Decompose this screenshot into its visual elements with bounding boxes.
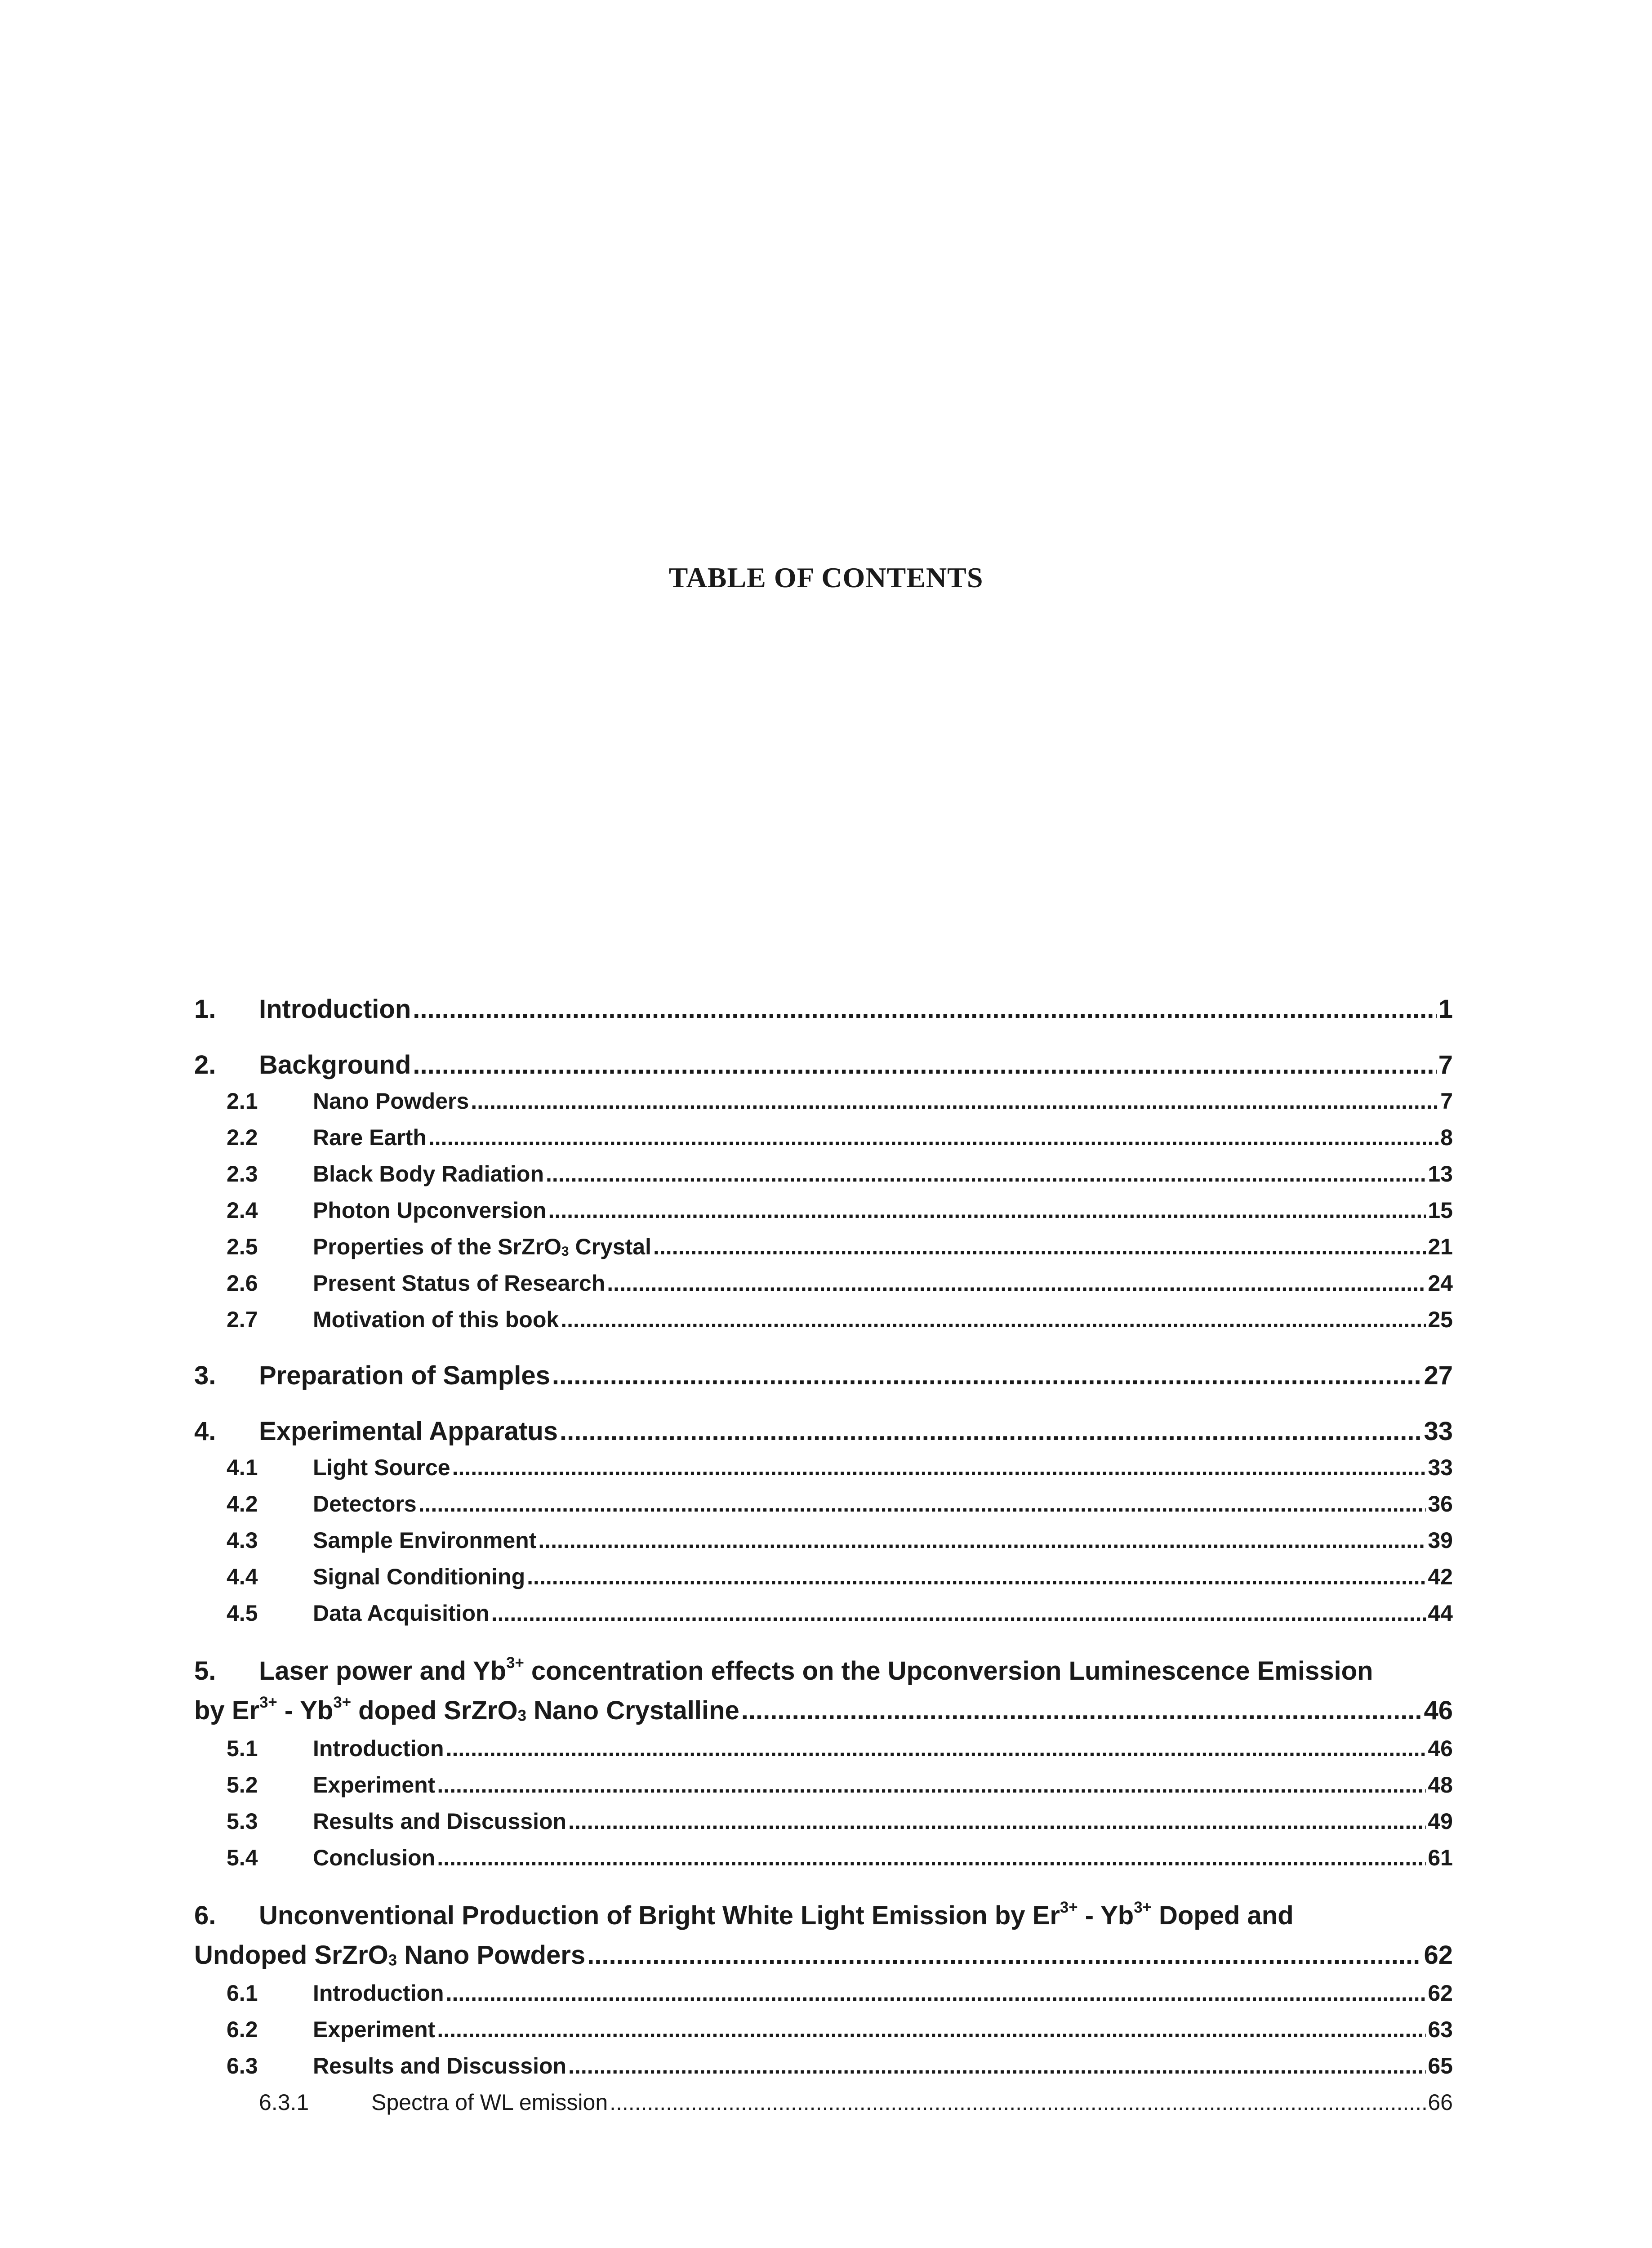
page-number: 36 <box>1428 1491 1453 1517</box>
section-title: Introduction <box>313 1980 444 2006</box>
page-number: 8 <box>1440 1125 1453 1150</box>
subscript: 3 <box>517 1707 526 1725</box>
chapter-title-part <box>259 1896 1294 1936</box>
chapter-title-line-1 <box>194 1651 1453 1691</box>
dot-leader <box>568 2048 1426 2084</box>
chapter-title-line-2 <box>194 1691 1453 1731</box>
dot-leader <box>452 1450 1426 1486</box>
page-number: 62 <box>1424 1940 1453 1970</box>
toc-entry-chapter-6[interactable] <box>194 1896 1453 1975</box>
section-title: Sample Environment <box>313 1528 537 1553</box>
chapter-title-text: Undoped SrZrO <box>194 1940 388 1970</box>
section-number: 2.5 <box>227 1234 258 1259</box>
toc-entry-chapter-1[interactable] <box>194 991 1453 1027</box>
section-number: 6.1 <box>227 1980 258 2006</box>
toc-entry-section-5-2[interactable] <box>194 1767 1453 1803</box>
section-number: 4.4 <box>227 1564 258 1589</box>
toc-entry-section-2-1[interactable] <box>194 1083 1453 1120</box>
section-title: Detectors <box>313 1491 417 1517</box>
section-title: Motivation of this book <box>313 1307 559 1332</box>
dot-leader <box>741 1691 1422 1731</box>
chapter-number: 3. <box>194 1361 216 1390</box>
chapter-title-part <box>259 1651 1373 1691</box>
page-number: 25 <box>1428 1307 1453 1332</box>
section-number: 2.1 <box>227 1088 258 1114</box>
superscript: 3+ <box>259 1693 277 1711</box>
section-title: Black Body Radiation <box>313 1161 544 1186</box>
toc-entry-chapter-4[interactable] <box>194 1414 1453 1450</box>
page-number: 62 <box>1428 1980 1453 2006</box>
section-title: Rare Earth <box>313 1125 427 1150</box>
page-title: TABLE OF CONTENTS <box>668 562 984 593</box>
subscript: 3 <box>388 1951 397 1969</box>
toc-entry-section-6-3[interactable] <box>194 2048 1453 2084</box>
chapter-title-text: Laser power and Yb <box>259 1656 507 1686</box>
chapter-title-text: Unconventional Production of Bright White Light Emission by Er <box>259 1901 1060 1930</box>
section-number: 5.1 <box>227 1736 258 1761</box>
dot-leader <box>607 1265 1426 1302</box>
section-title: Data Acquisition <box>313 1601 490 1626</box>
chapter-title-line-1 <box>194 1896 1453 1936</box>
dot-leader <box>527 1559 1426 1595</box>
chapter-title-text: - Yb <box>1078 1901 1134 1930</box>
chapter-title-part <box>194 1691 739 1731</box>
page-number: 39 <box>1428 1528 1453 1553</box>
page-number: 21 <box>1428 1234 1453 1259</box>
page-number: 33 <box>1424 1417 1453 1446</box>
toc-entry-section-2-2[interactable] <box>194 1120 1453 1156</box>
section-title: Conclusion <box>313 1845 436 1870</box>
chapter-title: Experimental Apparatus <box>259 1417 558 1446</box>
superscript: 3+ <box>506 1654 524 1672</box>
chapter-title-text: concentration effects on the Upconversion Luminescence Emission <box>524 1656 1373 1686</box>
toc-entry-section-5-3[interactable] <box>194 1803 1453 1840</box>
section-number: 4.5 <box>227 1601 258 1626</box>
subsection-number: 6.3.1 <box>259 2090 309 2115</box>
dot-leader <box>560 1414 1422 1450</box>
chapter-number: 4. <box>194 1417 216 1446</box>
toc-entry-section-5-4[interactable] <box>194 1840 1453 1876</box>
dot-leader <box>437 1840 1426 1876</box>
dot-leader <box>446 1731 1426 1767</box>
section-title: Experiment <box>313 2017 436 2042</box>
page-number: 7 <box>1438 1050 1453 1079</box>
chapter-title-line-2 <box>194 1936 1453 1975</box>
superscript: 3+ <box>1134 1898 1152 1916</box>
toc-entry-section-6-1[interactable] <box>194 1975 1453 2012</box>
chapter-title-text: - Yb <box>277 1696 334 1725</box>
chapter-title-text: by Er <box>194 1696 260 1725</box>
toc-entry-section-4-3[interactable] <box>194 1522 1453 1559</box>
page-number: 42 <box>1428 1564 1453 1589</box>
section-title: Results and Discussion <box>313 1809 567 1834</box>
page-number: 33 <box>1428 1455 1453 1480</box>
dot-leader <box>413 1047 1436 1083</box>
section-title: Results and Discussion <box>313 2053 567 2079</box>
dot-leader <box>548 1192 1426 1229</box>
section-title <box>313 1229 651 1265</box>
dot-leader <box>471 1083 1438 1120</box>
chapter-number: 2. <box>194 1050 216 1079</box>
subscript: 3 <box>561 1244 569 1259</box>
chapter-title-text: Nano Powders <box>397 1940 586 1970</box>
superscript: 3+ <box>1060 1898 1078 1916</box>
toc-entry-section-4-1[interactable] <box>194 1450 1453 1486</box>
chapter-title: Background <box>259 1050 411 1079</box>
page-number: 24 <box>1428 1271 1453 1296</box>
chapter-title: Introduction <box>259 995 411 1024</box>
chapter-title-text: Nano Crystalline <box>526 1696 739 1725</box>
section-number: 2.3 <box>227 1161 258 1186</box>
page-number: 27 <box>1424 1361 1453 1390</box>
toc-entry-chapter-5[interactable] <box>194 1651 1453 1731</box>
section-number: 5.2 <box>227 1772 258 1798</box>
subsection-title: Spectra of WL emission <box>371 2090 608 2115</box>
page-number: 48 <box>1428 1772 1453 1798</box>
chapter-title-text: Doped and <box>1151 1901 1294 1930</box>
page-number: 13 <box>1428 1161 1453 1186</box>
toc-entry-subsection-6-3-1[interactable] <box>194 2084 1453 2121</box>
section-number: 6.2 <box>227 2017 258 2042</box>
section-title: Signal Conditioning <box>313 1564 525 1589</box>
section-number: 2.2 <box>227 1125 258 1150</box>
superscript: 3+ <box>333 1693 352 1711</box>
section-title: Light Source <box>313 1455 450 1480</box>
chapter-number: 6. <box>194 1901 216 1930</box>
dot-leader <box>446 1975 1426 2012</box>
dot-leader <box>428 1120 1438 1156</box>
section-number: 4.1 <box>227 1455 258 1480</box>
dot-leader <box>413 991 1436 1027</box>
page-number: 15 <box>1428 1198 1453 1223</box>
dot-leader <box>561 1302 1426 1338</box>
page-number: 65 <box>1428 2053 1453 2079</box>
toc-entry-section-4-5[interactable] <box>194 1595 1453 1632</box>
toc-entry-section-2-3[interactable] <box>194 1156 1453 1192</box>
dot-leader <box>437 2012 1426 2048</box>
toc-entry-chapter-2[interactable] <box>194 1047 1453 1083</box>
table-of-contents <box>194 991 1453 2121</box>
page-number: 1 <box>1438 995 1453 1024</box>
section-title: Experiment <box>313 1772 436 1798</box>
page-number: 66 <box>1428 2090 1453 2115</box>
dot-leader <box>552 1358 1422 1394</box>
section-title: Photon Upconversion <box>313 1198 547 1223</box>
section-title: Present Status of Research <box>313 1271 606 1296</box>
toc-entry-section-4-4[interactable] <box>194 1559 1453 1595</box>
chapter-title-part <box>194 1936 585 1975</box>
toc-entry-section-2-4[interactable] <box>194 1192 1453 1229</box>
dot-leader <box>653 1229 1426 1265</box>
dot-leader <box>437 1767 1426 1803</box>
section-title: Introduction <box>313 1736 444 1761</box>
section-number: 5.3 <box>227 1809 258 1834</box>
page-number: 7 <box>1440 1088 1453 1114</box>
toc-entry-section-6-2[interactable] <box>194 2012 1453 2048</box>
section-number: 4.3 <box>227 1528 258 1553</box>
toc-entry-section-4-2[interactable] <box>194 1486 1453 1522</box>
dot-leader <box>546 1156 1426 1192</box>
section-number: 4.2 <box>227 1491 258 1517</box>
page-number: 46 <box>1424 1696 1453 1725</box>
dot-leader <box>538 1522 1426 1559</box>
section-title-part: Properties of the SrZrO <box>313 1234 561 1259</box>
page-number: 63 <box>1428 2017 1453 2042</box>
dot-leader <box>419 1486 1426 1522</box>
section-number: 5.4 <box>227 1845 258 1870</box>
toc-entry-chapter-3[interactable] <box>194 1358 1453 1394</box>
dot-leader <box>587 1936 1422 1975</box>
section-title-part: Crystal <box>569 1234 652 1259</box>
toc-entry-section-2-6[interactable] <box>194 1265 1453 1302</box>
section-number: 2.4 <box>227 1198 258 1223</box>
section-number: 6.3 <box>227 2053 258 2079</box>
section-number: 2.6 <box>227 1271 258 1296</box>
section-number: 2.7 <box>227 1307 258 1332</box>
dot-leader <box>491 1595 1426 1632</box>
page-number: 49 <box>1428 1809 1453 1834</box>
toc-entry-section-2-5[interactable] <box>194 1229 1453 1265</box>
toc-entry-section-2-7[interactable] <box>194 1302 1453 1338</box>
section-title: Nano Powders <box>313 1088 469 1114</box>
page-number: 46 <box>1428 1736 1453 1761</box>
toc-entry-section-5-1[interactable] <box>194 1731 1453 1767</box>
chapter-number: 1. <box>194 995 216 1024</box>
dot-leader <box>610 2084 1426 2121</box>
chapter-title-text: doped SrZrO <box>351 1696 518 1725</box>
page-number: 61 <box>1428 1845 1453 1870</box>
chapter-title: Preparation of Samples <box>259 1361 550 1390</box>
dot-leader <box>568 1803 1426 1840</box>
page-number: 44 <box>1428 1601 1453 1626</box>
chapter-number: 5. <box>194 1656 216 1686</box>
